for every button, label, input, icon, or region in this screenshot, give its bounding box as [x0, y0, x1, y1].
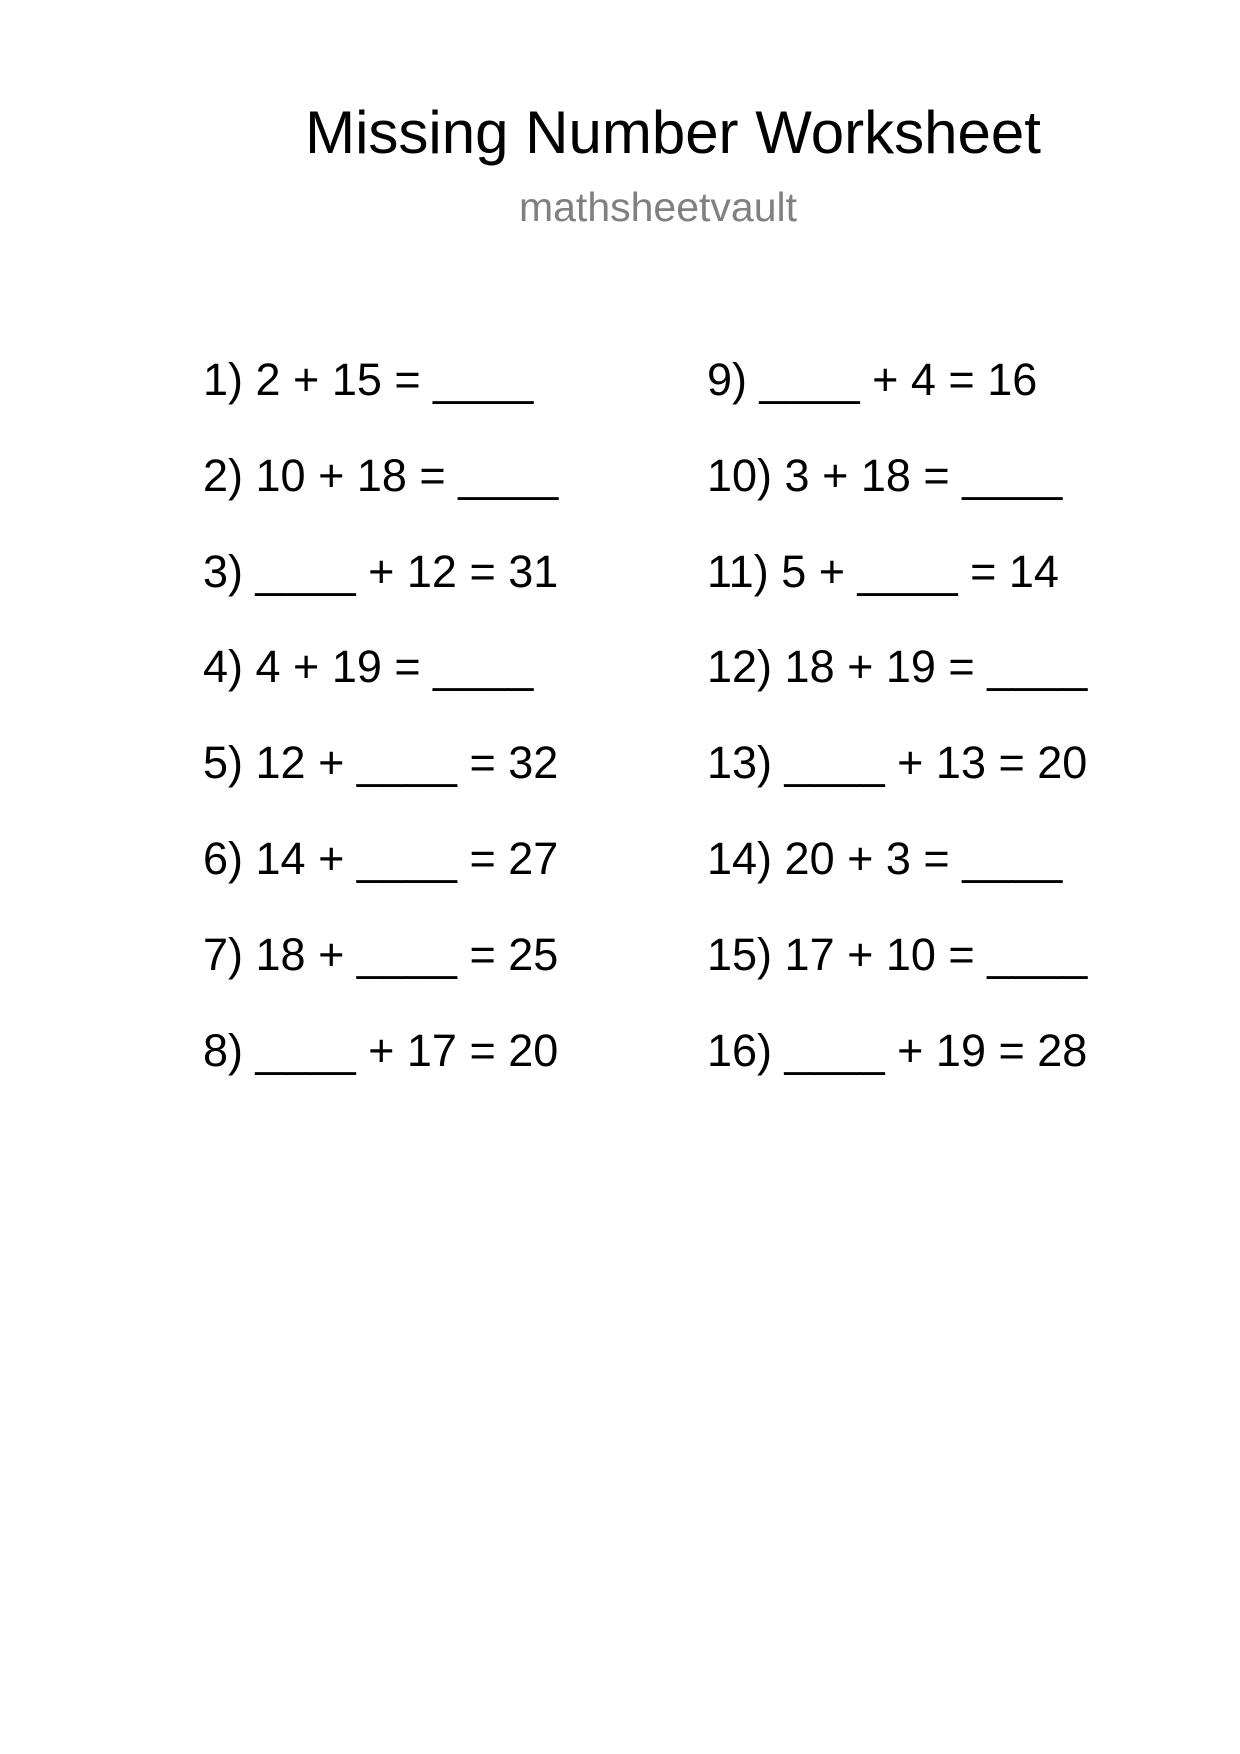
- problem-item: 1) 2 + 15 = ____: [203, 354, 534, 405]
- problem-item: 5) 12 + ____ = 32: [203, 737, 559, 789]
- problem-item: 4) 4 + 19 = ____: [203, 641, 534, 693]
- problem-item: 10) 3 + 18 = ____: [707, 449, 1063, 501]
- problem-item: 13) ____ + 13 = 20: [707, 737, 1088, 789]
- problem-item: 14) 20 + 3 = ____: [707, 832, 1063, 884]
- problems-left-column: [203, 350, 558, 1116]
- problem-item: 12) 18 + 19 = ____: [707, 641, 1088, 693]
- worksheet-title: Missing Number Worksheet: [305, 99, 1041, 166]
- problem-item: 6) 14 + ____ = 27: [203, 832, 559, 884]
- problem-item: 16) ____ + 19 = 28: [707, 1024, 1088, 1076]
- problem-item: 8) ____ + 17 = 20: [203, 1024, 559, 1076]
- problem-item: 7) 18 + ____ = 25: [203, 928, 559, 980]
- problem-item: 3) ____ + 12 = 31: [203, 545, 559, 597]
- problem-item: 15) 17 + 10 = ____: [707, 928, 1088, 980]
- problem-item: 9) ____ + 4 = 16: [707, 354, 1038, 405]
- problems-right-column: [707, 350, 1087, 1116]
- worksheet-subtitle: mathsheetvault: [518, 184, 798, 230]
- problem-item: 2) 10 + 18 = ____: [203, 449, 559, 501]
- problem-item: 11) 5 + ____ = 14: [707, 545, 1059, 597]
